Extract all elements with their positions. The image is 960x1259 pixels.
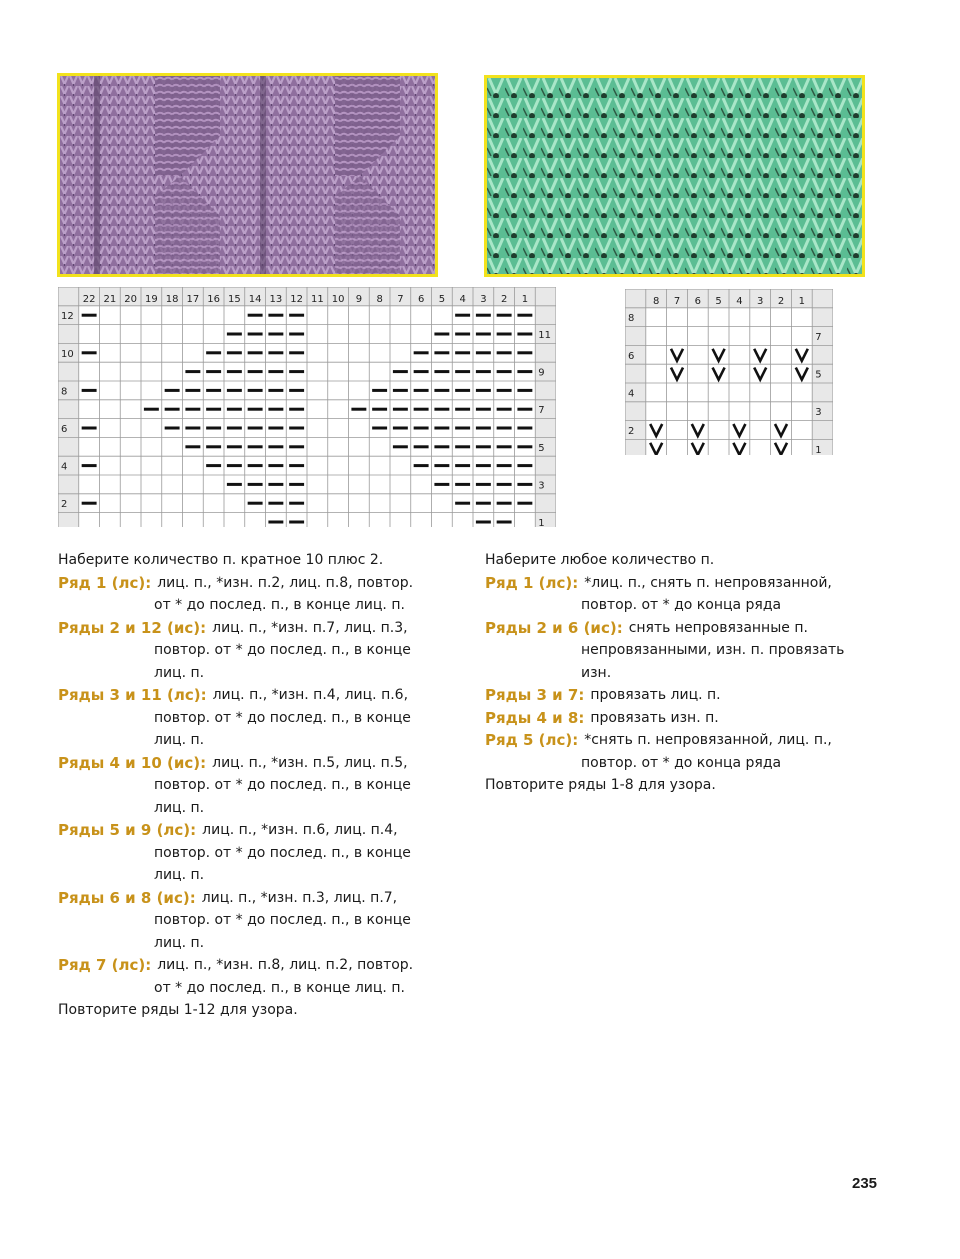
column-label: 16 — [207, 293, 220, 305]
row-label: 1 — [538, 518, 545, 527]
column-label: 22 — [82, 293, 96, 305]
chart-left-grid — [58, 287, 556, 527]
instructions-left — [58, 549, 458, 1022]
row-label: 7 — [538, 405, 545, 417]
column-label: 4 — [459, 293, 466, 305]
row-label: 12 — [61, 311, 74, 323]
row-text-continued: лиц. п. — [154, 799, 205, 816]
chart-left — [58, 287, 556, 527]
column-label: 5 — [715, 295, 722, 307]
row-label: 8 — [628, 313, 635, 325]
photo-purple-swatch — [57, 73, 438, 277]
row-text: лиц. п., *изн. п.5, лиц. п.5, — [212, 754, 408, 771]
row-label: 8 — [61, 386, 68, 398]
instructions-intro: Наберите количество п. кратное 10 плюс 2. — [58, 552, 384, 568]
row-text: *снять п. непровязанной, лиц. п., — [584, 732, 832, 748]
row-text-continued: изн. — [581, 664, 612, 681]
row-label: 7 — [815, 332, 822, 343]
row-text: провязать лиц. п. — [590, 687, 721, 703]
row-label: 6 — [628, 350, 635, 362]
column-label: 3 — [480, 293, 487, 305]
row-text-continued: повтор. от * до послед. п., в конце — [154, 844, 411, 861]
column-label: 2 — [500, 293, 508, 305]
row-label: 3 — [815, 407, 822, 419]
row-text-continued: повтор. от * до послед. п., в конце — [154, 777, 411, 793]
row-label: Ряды 4 и 10 (ис): — [58, 753, 207, 772]
row-label: Ряд 7 (лс): — [58, 956, 152, 974]
row-label: 3 — [538, 480, 545, 492]
row-label: 11 — [538, 330, 551, 341]
row-label: Ряд 5 (лс): — [485, 731, 579, 749]
column-label: 18 — [165, 293, 179, 305]
row-text: снять непровязанные п. — [628, 619, 808, 636]
row-text: лиц. п., *изн. п.4, лиц. п.6, — [212, 687, 409, 703]
instruction-row — [58, 887, 458, 955]
column-label: 21 — [103, 293, 117, 305]
column-label: 7 — [673, 295, 681, 307]
row-text-continued: повтор. от * до послед. п., в конце — [154, 642, 411, 658]
instructions-outro: Повторите ряды 1-8 для узора. — [485, 777, 716, 793]
row-text-continued: повтор. от * до послед. п., в конце — [154, 709, 411, 726]
column-label: 9 — [355, 293, 363, 305]
row-label: Ряды 5 и 9 (лс): — [58, 821, 197, 839]
row-label: Ряды 2 и 12 (ис): — [58, 618, 207, 637]
column-label: 15 — [228, 293, 241, 305]
column-label: 11 — [311, 293, 324, 305]
row-text: лиц. п., *изн. п.3, лиц. п.7, — [201, 889, 398, 906]
chart-right-grid — [625, 289, 833, 455]
row-text-continued: лиц. п. — [154, 732, 205, 748]
row-label: 4 — [628, 388, 635, 400]
row-text-continued: от * до послед. п., в конце лиц. п. — [154, 979, 405, 996]
row-label: Ряды 3 и 7: — [485, 686, 585, 704]
column-label: 6 — [694, 295, 701, 307]
instruction-row — [58, 617, 458, 685]
row-label: Ряды 2 и 6 (ис): — [485, 618, 623, 637]
column-label: 13 — [269, 293, 283, 305]
column-label: 3 — [757, 295, 764, 307]
instructions-intro: Наберите любое количество п. — [485, 552, 715, 568]
instruction-row — [485, 617, 885, 685]
row-label: Ряд 1 (лс): — [58, 573, 152, 592]
row-label: Ряды 3 и 11 (лс): — [58, 686, 207, 704]
row-text: лиц. п., *изн. п.7, лиц. п.3, — [212, 619, 408, 636]
instructions-outro: Повторите ряды 1-12 для узора. — [58, 1002, 298, 1018]
row-label: 4 — [61, 461, 68, 473]
row-text-continued: от * до послед. п., в конце лиц. п. — [154, 597, 405, 613]
row-label: 2 — [628, 426, 635, 437]
row-label: 1 — [815, 444, 822, 455]
column-label: 1 — [521, 293, 529, 305]
row-text: лиц. п., *изн. п.2, лиц. п.8, повтор. — [157, 574, 414, 591]
column-label: 17 — [186, 293, 200, 305]
green-knit-texture — [487, 78, 862, 274]
row-text-continued: лиц. п. — [154, 934, 205, 951]
column-label: 20 — [124, 293, 137, 305]
row-text: лиц. п., *изн. п.8, лиц. п.2, повтор. — [157, 957, 414, 973]
instruction-row — [58, 954, 458, 999]
instruction-row — [485, 707, 885, 730]
row-label: Ряд 1 (лс): — [485, 573, 579, 592]
column-label: 12 — [290, 293, 303, 305]
column-label: 19 — [145, 293, 158, 305]
column-label: 2 — [777, 295, 785, 307]
row-text-continued: повтор. от * до конца ряда — [581, 597, 782, 613]
row-text-continued: лиц. п. — [154, 867, 205, 883]
instruction-row — [58, 572, 458, 617]
row-label: 5 — [815, 369, 822, 381]
column-label: 1 — [798, 295, 805, 307]
row-label: 2 — [61, 499, 68, 511]
row-label: 5 — [538, 442, 545, 454]
instruction-row — [485, 684, 885, 707]
row-label: Ряды 6 и 8 (ис): — [58, 888, 196, 907]
row-label: 6 — [61, 424, 68, 435]
column-label: 8 — [653, 295, 660, 307]
row-text: провязать изн. п. — [590, 709, 719, 726]
column-label: 10 — [331, 293, 345, 305]
row-label: 10 — [61, 348, 74, 360]
column-label: 7 — [397, 293, 404, 305]
row-text-continued: повтор. от * до послед. п., в конце — [154, 912, 411, 928]
row-text-continued: непровязанными, изн. п. провязать — [581, 642, 845, 658]
row-label: Ряды 4 и 8: — [485, 708, 585, 727]
instruction-row — [58, 684, 458, 752]
column-label: 8 — [376, 293, 383, 305]
row-label: 9 — [538, 367, 545, 379]
column-label: 14 — [248, 293, 262, 305]
row-text: лиц. п., *изн. п.6, лиц. п.4, — [202, 822, 398, 838]
page-number: 235 — [852, 1175, 878, 1192]
photo-green-swatch — [484, 75, 865, 277]
instruction-row — [485, 729, 885, 774]
instruction-row — [58, 752, 458, 820]
chart-right — [625, 289, 833, 455]
instructions-right — [485, 549, 885, 797]
instruction-row — [485, 572, 885, 617]
column-label: 4 — [736, 295, 743, 307]
column-label: 5 — [438, 293, 446, 305]
row-text: *лиц. п., снять п. непровязанной, — [584, 574, 832, 591]
purple-knit-texture — [60, 76, 435, 274]
instruction-row — [58, 819, 458, 887]
row-text-continued: лиц. п. — [154, 664, 205, 681]
row-text-continued: повтор. от * до конца ряда — [581, 754, 782, 771]
column-label: 6 — [417, 293, 425, 305]
